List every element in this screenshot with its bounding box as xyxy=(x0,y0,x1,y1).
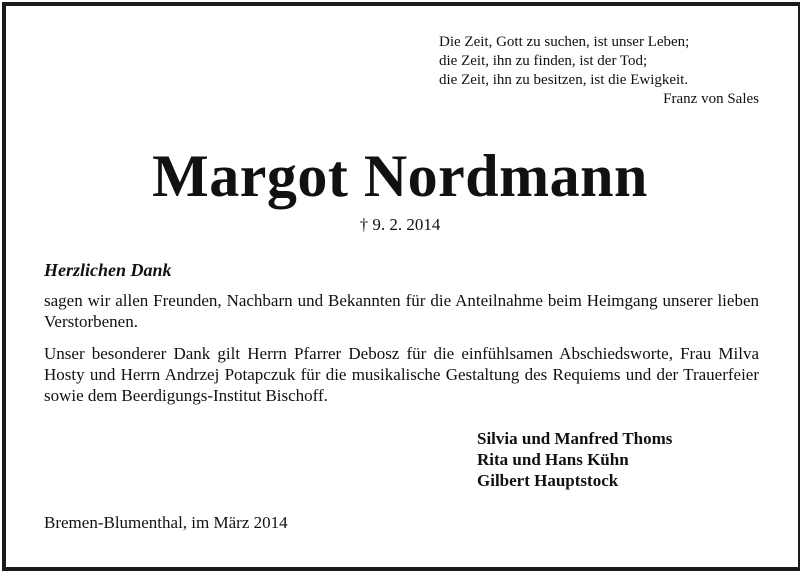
place-and-date: Bremen-Blumenthal, im März 2014 xyxy=(44,513,288,532)
signature-line: Gilbert Hauptstock xyxy=(477,471,619,490)
death-date: † 9. 2. 2014 xyxy=(359,215,441,234)
quote-line: die Zeit, ihn zu finden, ist der Tod; xyxy=(439,53,648,69)
signature-block xyxy=(477,428,672,491)
quote-author: Franz von Sales xyxy=(663,91,759,107)
special-thanks-paragraph: Unser besonderer Dank gilt Herrn Pfarrer Debosz für die einfühlsamen Abschiedsworte, Frau Milva Hosty und Herrn Andrzej Potapczuk für die musikalische Gestaltung des Requiems und der Trauerfeier sowie dem Beerdigungs-Institut Bischoff. xyxy=(44,344,759,405)
deceased-name: Margot Nordmann xyxy=(152,143,648,209)
quote-line: Die Zeit, Gott zu suchen, ist unser Leben; xyxy=(439,34,690,50)
greeting-heading: Herzlichen Dank xyxy=(44,260,172,280)
signature-line: Silvia und Manfred Thoms xyxy=(477,429,673,448)
signature-line: Rita und Hans Kühn xyxy=(477,450,629,469)
quote-block xyxy=(439,33,759,109)
quote-line: die Zeit, ihn zu besitzen, ist die Ewigkeit. xyxy=(439,72,689,88)
thanks-paragraph: sagen wir allen Freunden, Nachbarn und Bekannten für die Anteilnahme beim Heimgang unserer lieben Verstorbenen. xyxy=(44,291,759,331)
